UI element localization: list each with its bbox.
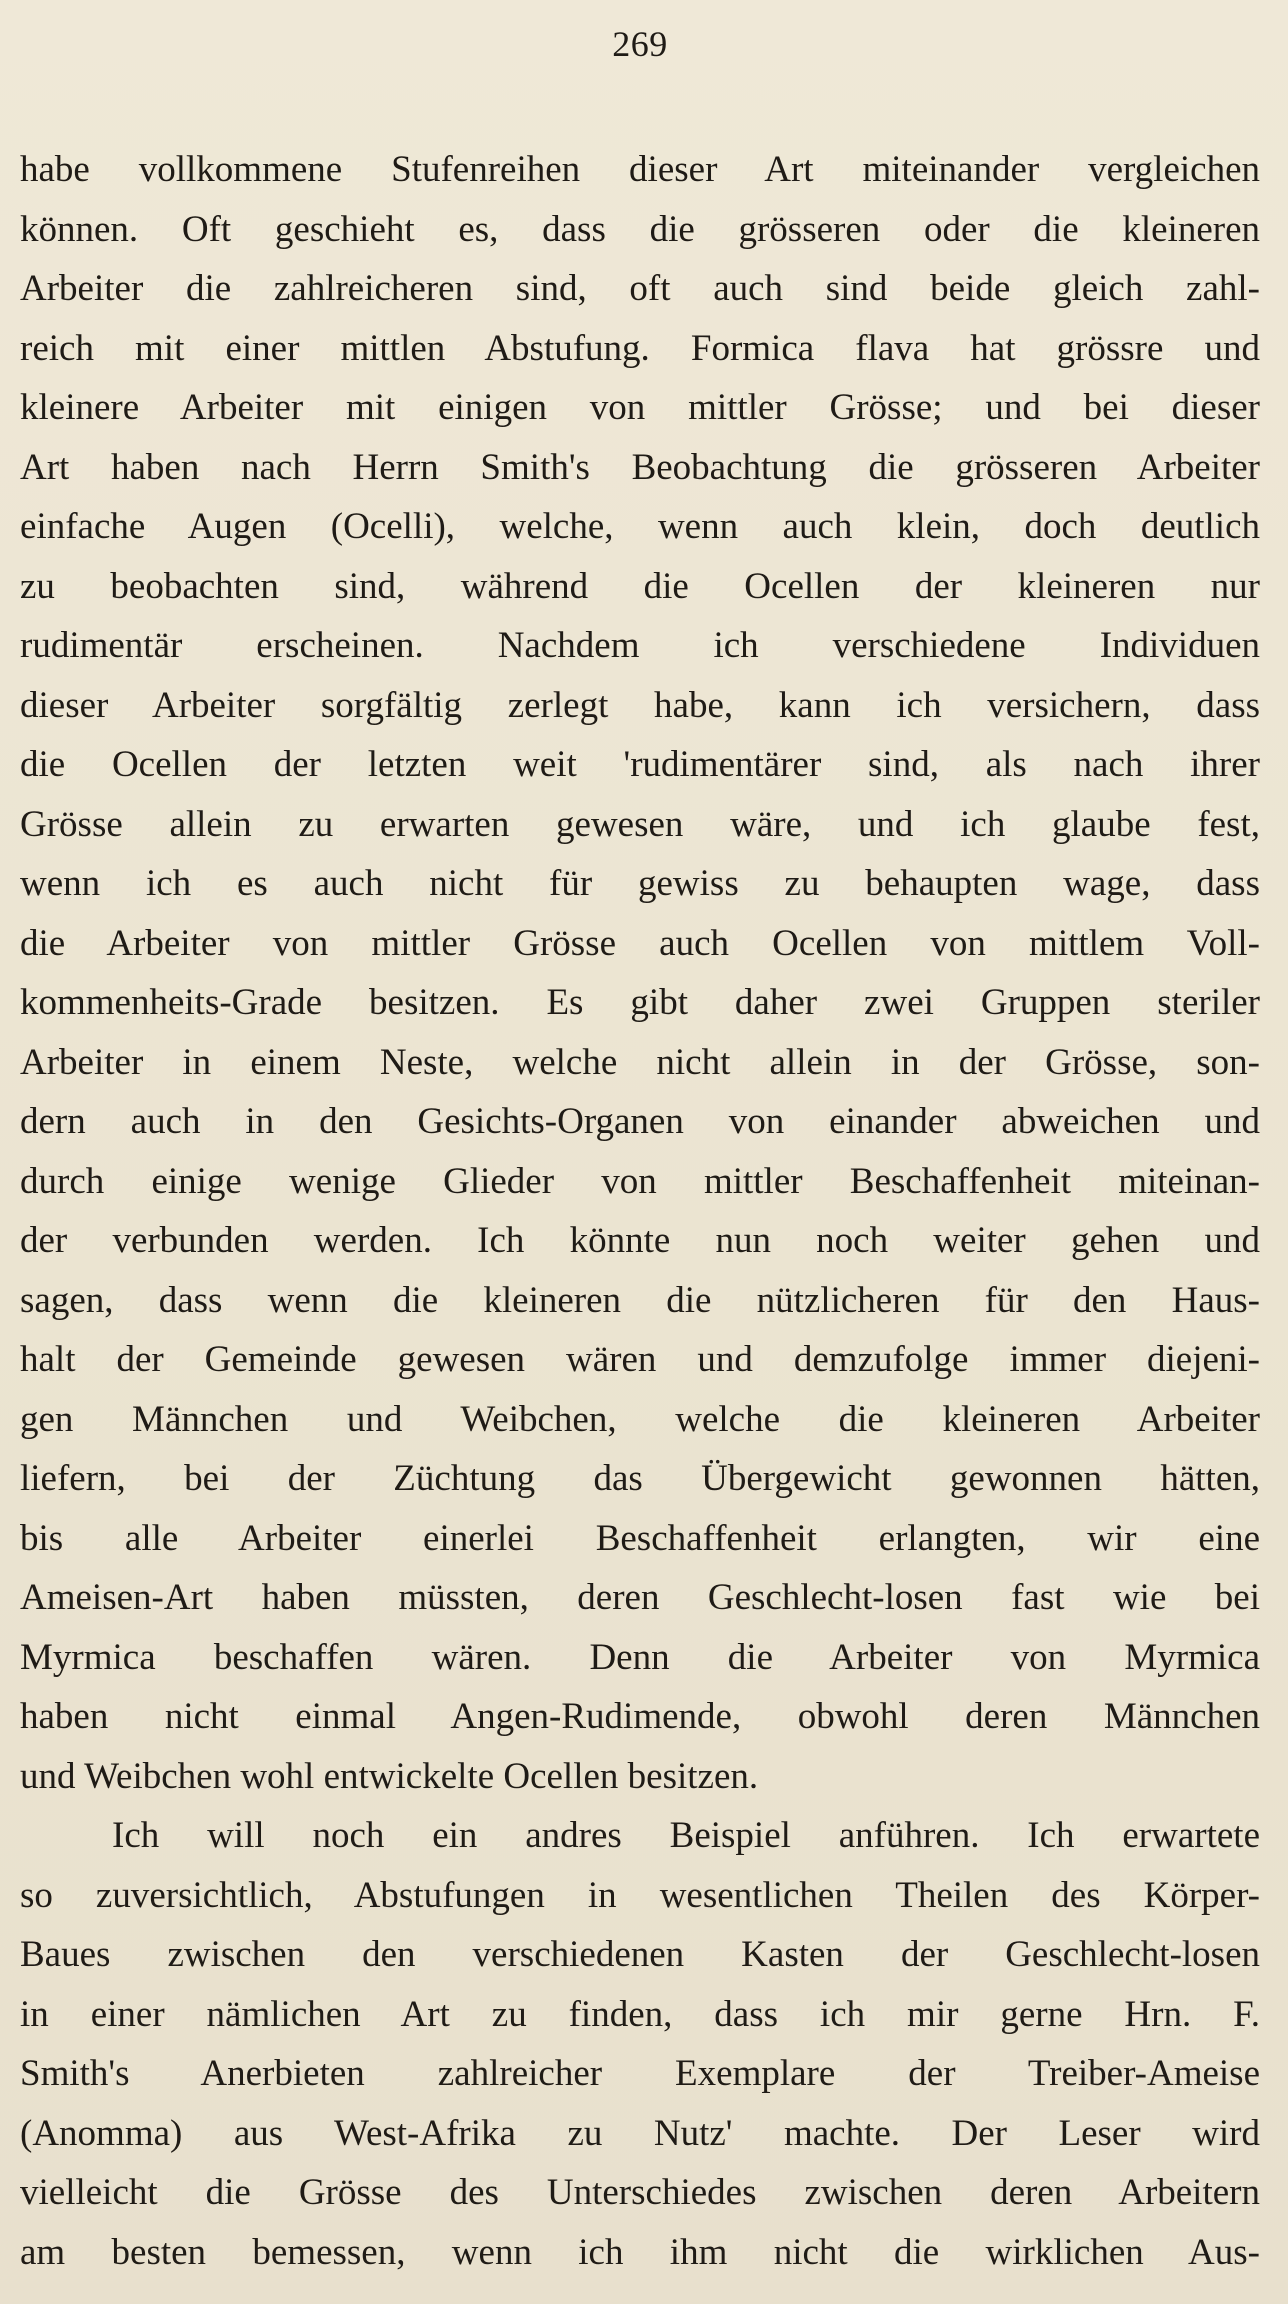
text-line: der verbunden werden. Ich könnte nun noch weiter gehen und <box>20 1220 1260 1261</box>
text-line: Ameisen-Art haben müssten, deren Geschlecht-losen fast wie bei <box>20 1577 1260 1618</box>
text-line: Myrmica beschaffen wären. Denn die Arbeiter von Myrmica <box>20 1636 1260 1678</box>
text-line: vielleicht die Grösse des Unterschiedes zwischen deren Arbeitern <box>20 2172 1260 2213</box>
text-line: habe vollkommene Stufenreihen dieser Art miteinander vergleichen <box>20 149 1260 190</box>
text-line: rudimentär erscheinen. Nachdem ich verschiedene Individuen <box>20 625 1260 666</box>
text-line: gen Männchen und Weibchen, welche die kleineren Arbeiter <box>20 1398 1260 1440</box>
text-line: in einer nämlichen Art zu finden, dass ich mir gerne Hrn. F. <box>20 1993 1260 2035</box>
text-line: Smith's Anerbieten zahlreicher Exemplare der Treiber-Ameise <box>20 2053 1260 2094</box>
text-line: sagen, dass wenn die kleineren die nützlicheren für den Haus- <box>20 1279 1260 1321</box>
text-line: reich mit einer mittlen Abstufung. Formica flava hat grössre und <box>20 327 1260 369</box>
text-line: kommenheits-Grade besitzen. Es gibt daher zwei Gruppen steriler <box>20 982 1260 1023</box>
text-line: die Arbeiter von mittler Grösse auch Ocellen von mittlem Voll- <box>20 922 1260 964</box>
text-line: kleinere Arbeiter mit einigen von mittler Grösse; und bei dieser <box>20 387 1260 428</box>
text-line: wenn ich es auch nicht für gewiss zu behaupten wage, dass <box>20 863 1260 904</box>
body-text <box>20 140 1260 2282</box>
text-line: halt der Gemeinde gewesen wären und demzufolge immer diejeni- <box>20 1339 1260 1380</box>
text-line: am besten bemessen, wenn ich ihm nicht die wirklichen Aus- <box>20 2231 1260 2273</box>
text-line: und Weibchen wohl entwickelte Ocellen besitzen. <box>20 1755 759 1797</box>
text-line: Art haben nach Herrn Smith's Beobachtung die grösseren Arbeiter <box>20 446 1260 488</box>
text-line: können. Oft geschieht es, dass die grösseren oder die kleineren <box>20 208 1260 250</box>
text-line: haben nicht einmal Angen-Rudimende, obwohl deren Männchen <box>20 1696 1260 1737</box>
text-line: Ich will noch ein andres Beispiel anführen. Ich erwartete <box>112 1815 1260 1856</box>
text-line: einfache Augen (Ocelli), welche, wenn auch klein, doch deutlich <box>20 506 1260 547</box>
text-line: dieser Arbeiter sorgfältig zerlegt habe, kann ich versichern, dass <box>20 684 1260 726</box>
text-line: zu beobachten sind, während die Ocellen der kleineren nur <box>20 565 1260 607</box>
text-line: die Ocellen der letzten weit 'rudimentärer sind, als nach ihrer <box>20 744 1260 785</box>
text-line: Arbeiter in einem Neste, welche nicht allein in der Grösse, son- <box>20 1041 1260 1083</box>
text-line: Grösse allein zu erwarten gewesen wäre, und ich glaube fest, <box>20 803 1260 845</box>
text-line: so zuversichtlich, Abstufungen in wesentlichen Theilen des Körper- <box>20 1874 1260 1916</box>
text-line: (Anomma) aus West-Afrika zu Nutz' machte. Der Leser wird <box>20 2112 1260 2154</box>
text-line: dern auch in den Gesichts-Organen von einander abweichen und <box>20 1101 1260 1142</box>
text-line: Arbeiter die zahlreicheren sind, oft auch sind beide gleich zahl- <box>20 268 1260 309</box>
text-line: liefern, bei der Züchtung das Übergewicht gewonnen hätten, <box>20 1458 1260 1499</box>
text-line: bis alle Arbeiter einerlei Beschaffenheit erlangten, wir eine <box>20 1517 1260 1559</box>
text-line: Baues zwischen den verschiedenen Kasten der Geschlecht-losen <box>20 1934 1260 1975</box>
page-number: 269 <box>612 24 668 64</box>
text-line: durch einige wenige Glieder von mittler Beschaffenheit miteinan- <box>20 1160 1260 1202</box>
